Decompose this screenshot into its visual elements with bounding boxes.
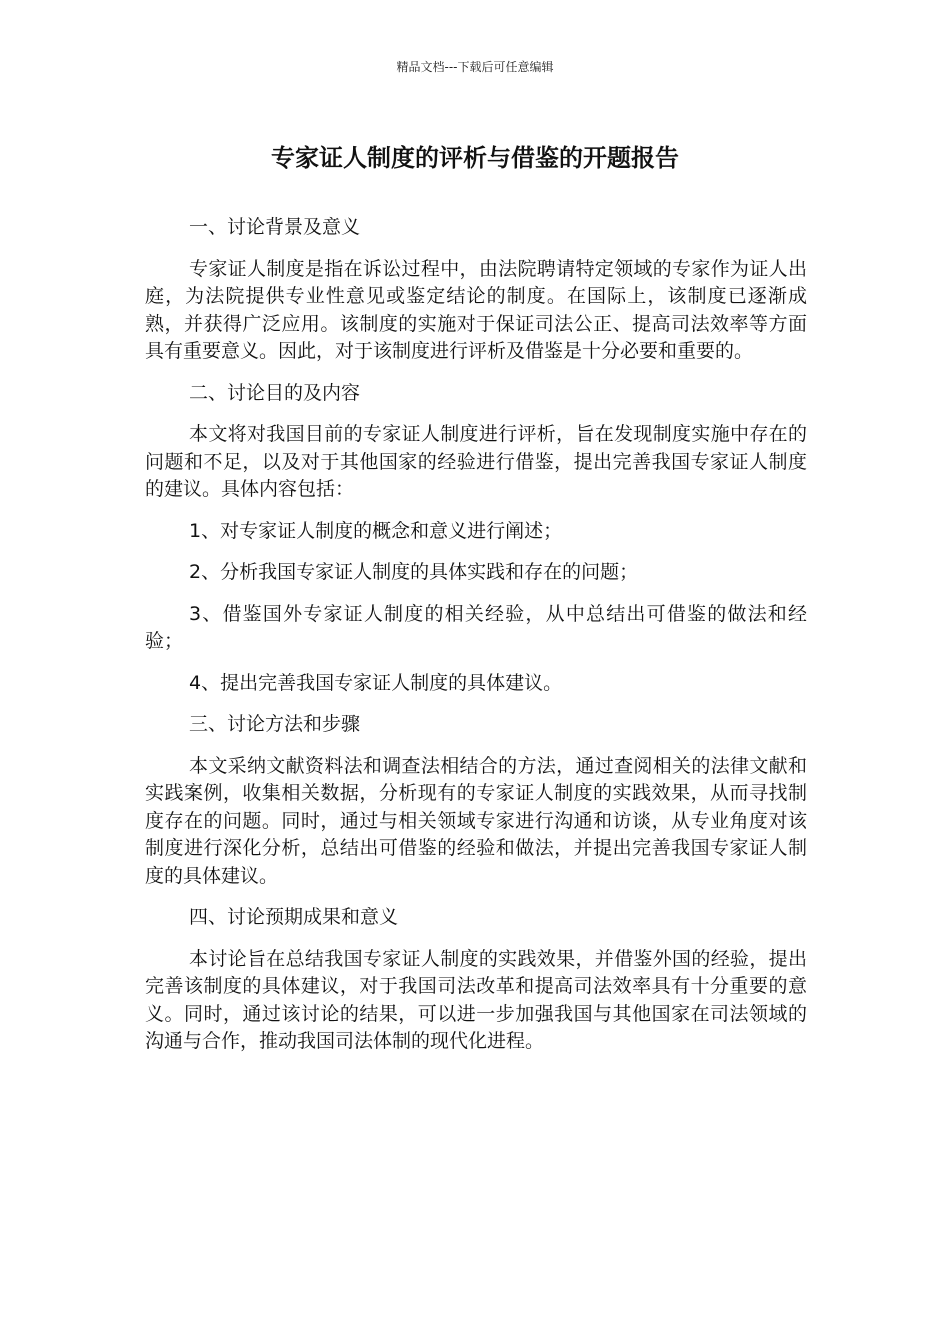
section-heading-3: 三、讨论方法和步骤	[189, 713, 361, 735]
header-note: 精品文档---下载后可任意编辑	[396, 60, 554, 74]
paragraph-methods: 本文采纳文献资料法和调查法相结合的方法，通过查阅相关的法律文献和实践案例，收集相关数据，分析现有的专家证人制度的实践效果，从而寻找制度存在的问题。同时，通过与相关领域专家进行沟通和访谈，从专业角度对该制度进行深化分析，总结出可借鉴的经验和做法，并提出完善我国专家证人制度的具体建议。	[145, 754, 807, 887]
page-title: 专家证人制度的评析与借鉴的开题报告	[271, 144, 679, 172]
list-item-4: 4、提出完善我国专家证人制度的具体建议。	[189, 671, 563, 694]
document-body	[145, 214, 807, 1070]
list-item-3: 3、借鉴国外专家证人制度的相关经验，从中总结出可借鉴的做法和经验；	[145, 602, 807, 652]
paragraph-background: 专家证人制度是指在诉讼过程中，由法院聘请特定领域的专家作为证人出庭，为法院提供专业性意见或鉴定结论的制度。在国际上，该制度已逐渐成熟，并获得广泛应用。该制度的实施对于保证司法公正、提高司法效率等方面具有重要意义。因此，对于该制度进行评析及借鉴是十分必要和重要的。	[145, 257, 807, 362]
paragraph-purpose: 本文将对我国目前的专家证人制度进行评析，旨在发现制度实施中存在的问题和不足，以及对于其他国家的经验进行借鉴，提出完善我国专家证人制度的建议。具体内容包括：	[145, 423, 807, 500]
section-heading-4: 四、讨论预期成果和意义	[189, 906, 399, 928]
list-item-2: 2、分析我国专家证人制度的具体实践和存在的问题；	[189, 561, 639, 583]
section-heading-2: 二、讨论目的及内容	[189, 381, 361, 404]
paragraph-outcomes: 本讨论旨在总结我国专家证人制度的实践效果，并借鉴外国的经验，提出完善该制度的具体建议，对于我国司法改革和提高司法效率具有十分重要的意义。同时，通过该讨论的结果，可以进一步加强我国与其他国家在司法领域的沟通与合作，推动我国司法体制的现代化进程。	[145, 947, 807, 1052]
list-item-1: 1、对专家证人制度的概念和意义进行阐述；	[189, 519, 563, 542]
section-heading-1: 一、讨论背景及意义	[189, 216, 361, 238]
